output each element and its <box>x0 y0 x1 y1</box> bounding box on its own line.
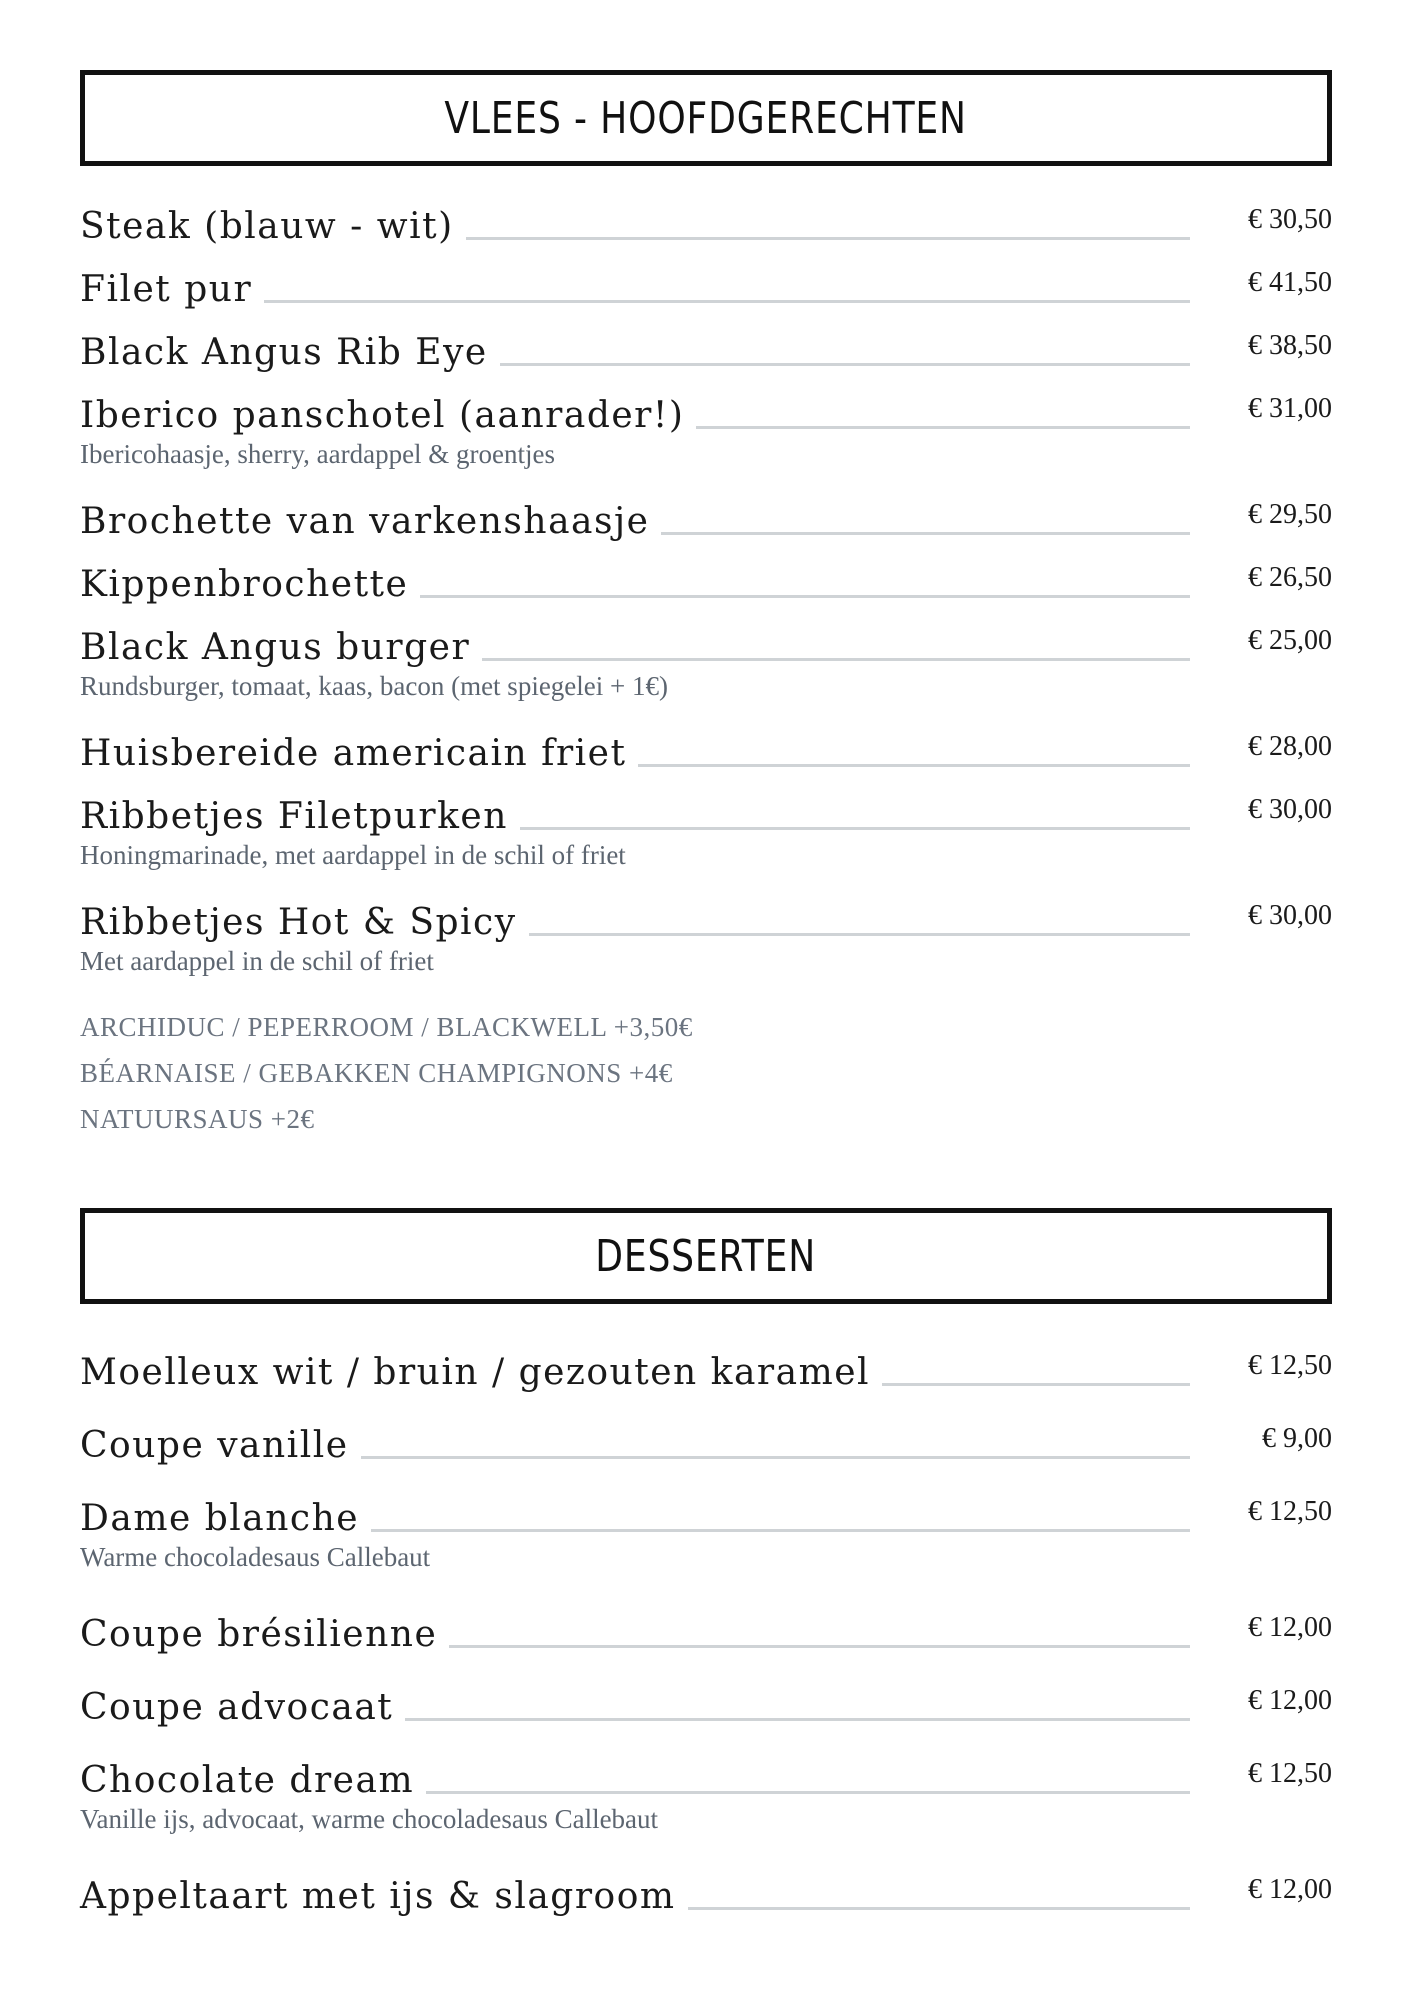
menu-item-row <box>80 723 1332 775</box>
menu-item-row <box>80 322 1332 374</box>
menu-item-row <box>80 892 1332 944</box>
menu-item-price: € 28,00 <box>1248 731 1332 762</box>
menu-item-row <box>80 1604 1332 1656</box>
menu-page <box>80 70 1332 1918</box>
dotted-leader-line <box>405 1718 1190 1721</box>
dotted-leader-line <box>661 532 1190 535</box>
menu-item-name: Brochette van varkenshaasje <box>80 501 650 542</box>
dotted-leader-line <box>449 1645 1190 1648</box>
menu-item-row <box>80 1677 1332 1729</box>
menu-item-row <box>80 196 1332 248</box>
menu-item-price: € 12,00 <box>1248 1874 1332 1905</box>
menu-item <box>80 1342 1332 1394</box>
dotted-leader-line <box>426 1791 1190 1794</box>
menu-item-name: Steak (blauw - wit) <box>80 206 454 247</box>
menu-item-price: € 30,50 <box>1248 204 1332 235</box>
menu-item-price: € 31,00 <box>1248 393 1332 424</box>
menu-item-price: € 30,00 <box>1248 900 1332 931</box>
section-title-meat-text: VLEES - HOOFDGERECHTEN <box>444 92 968 144</box>
menu-item-price: € 38,50 <box>1248 330 1332 361</box>
menu-item <box>80 554 1332 606</box>
menu-item-price: € 9,00 <box>1262 1423 1332 1454</box>
menu-item <box>80 1488 1332 1574</box>
menu-item-name: Moelleux wit / bruin / gezouten karamel <box>80 1352 871 1393</box>
section-title-desserts-text: DESSERTEN <box>595 1230 817 1282</box>
menu-item-price: € 29,50 <box>1248 499 1332 530</box>
dotted-leader-line <box>529 933 1190 936</box>
sauce-option: NATUURSAUS +2€ <box>80 1104 315 1134</box>
menu-item-row <box>80 1488 1332 1540</box>
menu-item <box>80 1415 1332 1467</box>
menu-item-description: Honingmarinade, met aardappel in de schil of friet <box>80 840 626 870</box>
menu-item-price: € 26,50 <box>1248 562 1332 593</box>
menu-item <box>80 786 1332 872</box>
dotted-leader-line <box>500 363 1190 366</box>
dotted-leader-line <box>882 1383 1190 1386</box>
menu-item-name: Ribbetjes Hot & Spicy <box>80 902 517 943</box>
menu-item-price: € 12,50 <box>1248 1496 1332 1527</box>
menu-item-description: Vanille ijs, advocaat, warme chocoladesaus Callebaut <box>80 1804 659 1834</box>
menu-item-row <box>80 786 1332 838</box>
menu-item-name: Appeltaart met ijs & slagroom <box>80 1876 676 1917</box>
section-title-desserts <box>80 1208 1332 1304</box>
menu-item <box>80 491 1332 543</box>
menu-item-row <box>80 1415 1332 1467</box>
menu-item <box>80 1866 1332 1918</box>
menu-item-name: Kippenbrochette <box>80 564 409 605</box>
menu-item-name: Coupe vanille <box>80 1425 349 1466</box>
menu-item-price: € 12,50 <box>1248 1350 1332 1381</box>
section-title-meat <box>80 70 1332 166</box>
dotted-leader-line <box>361 1456 1190 1459</box>
meat-items-list <box>80 196 1332 978</box>
dotted-leader-line <box>264 300 1190 303</box>
dessert-items-list <box>80 1342 1332 1918</box>
menu-item <box>80 196 1332 248</box>
menu-item-name: Black Angus Rib Eye <box>80 332 488 373</box>
menu-item-description: Met aardappel in de schil of friet <box>80 946 434 976</box>
menu-item-row <box>80 259 1332 311</box>
menu-item-price: € 30,00 <box>1248 794 1332 825</box>
menu-item-row <box>80 1750 1332 1802</box>
menu-item <box>80 259 1332 311</box>
menu-item-price: € 25,00 <box>1248 625 1332 656</box>
sauce-options <box>80 1004 1332 1142</box>
menu-item-name: Chocolate dream <box>80 1760 415 1801</box>
menu-item-row <box>80 554 1332 606</box>
menu-item-price: € 12,00 <box>1248 1612 1332 1643</box>
menu-item <box>80 322 1332 374</box>
dotted-leader-line <box>688 1907 1190 1910</box>
menu-item-name: Dame blanche <box>80 1498 360 1539</box>
dotted-leader-line <box>520 827 1190 830</box>
menu-item-name: Coupe brésilienne <box>80 1614 438 1655</box>
menu-item <box>80 1750 1332 1836</box>
meat-section <box>80 70 1332 1142</box>
menu-item-price: € 12,00 <box>1248 1685 1332 1716</box>
dotted-leader-line <box>420 595 1190 598</box>
menu-item <box>80 385 1332 471</box>
menu-item-name: Black Angus burger <box>80 627 471 668</box>
menu-item-description: Ibericohaasje, sherry, aardappel & groentjes <box>80 439 556 469</box>
menu-item-row <box>80 385 1332 437</box>
menu-item <box>80 1677 1332 1729</box>
sauce-option: ARCHIDUC / PEPERROOM / BLACKWELL +3,50€ <box>80 1012 693 1042</box>
dotted-leader-line <box>638 764 1190 767</box>
dotted-leader-line <box>482 658 1190 661</box>
menu-item-row <box>80 491 1332 543</box>
sauce-option: BÉARNAISE / GEBAKKEN CHAMPIGNONS +4€ <box>80 1058 673 1088</box>
menu-item-price: € 41,50 <box>1248 267 1332 298</box>
menu-item <box>80 723 1332 775</box>
menu-item-name: Coupe advocaat <box>80 1687 394 1728</box>
menu-item-name: Iberico panschotel (aanrader!) <box>80 395 685 436</box>
dotted-leader-line <box>696 426 1190 429</box>
menu-item-description: Warme chocoladesaus Callebaut <box>80 1542 431 1572</box>
dotted-leader-line <box>371 1529 1190 1532</box>
menu-item-name: Ribbetjes Filetpurken <box>80 796 508 837</box>
menu-item <box>80 892 1332 978</box>
menu-item-price: € 12,50 <box>1248 1758 1332 1789</box>
dotted-leader-line <box>466 237 1190 240</box>
menu-item-description: Rundsburger, tomaat, kaas, bacon (met spiegelei + 1€) <box>80 671 668 701</box>
menu-item-row <box>80 1342 1332 1394</box>
menu-item-name: Huisbereide americain friet <box>80 733 627 774</box>
menu-item-row <box>80 1866 1332 1918</box>
menu-item <box>80 617 1332 703</box>
menu-item-row <box>80 617 1332 669</box>
menu-item-name: Filet pur <box>80 269 253 310</box>
dessert-section <box>80 1208 1332 1918</box>
menu-item <box>80 1604 1332 1656</box>
